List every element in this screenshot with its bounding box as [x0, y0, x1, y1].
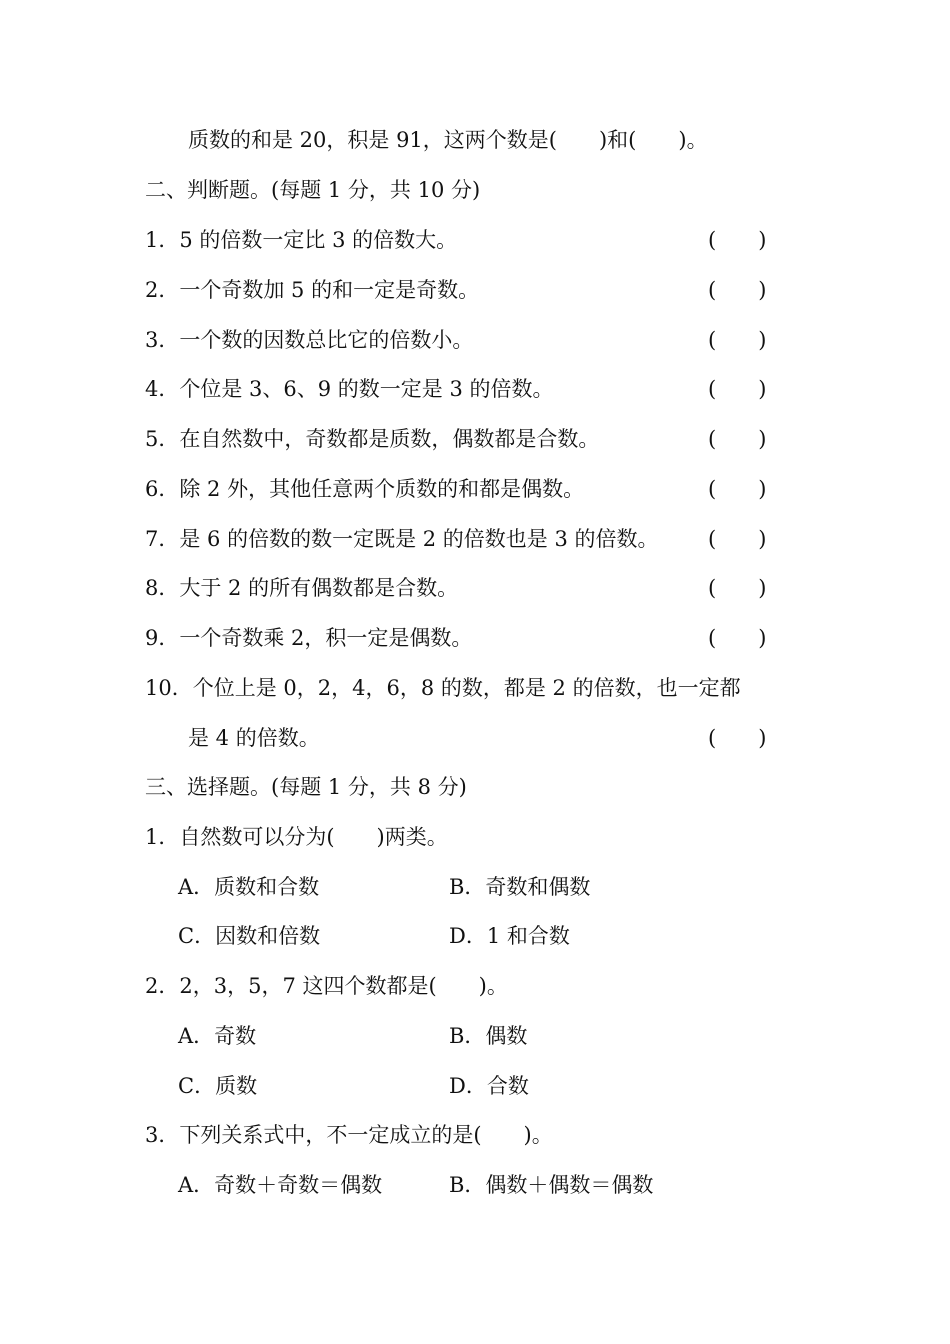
fill-question-tail: 质数的和是 20，积是 91，这两个数是( )和( )。	[188, 128, 708, 152]
choice-option[interactable]: B．偶数＋偶数＝偶数	[449, 1173, 654, 1197]
choice-option[interactable]: A．奇数	[178, 1024, 257, 1048]
judge-answer-paren[interactable]: ( )	[708, 626, 767, 650]
choice-option[interactable]: B．奇数和偶数	[449, 875, 591, 899]
judge-answer-paren[interactable]: ( )	[708, 427, 767, 451]
judge-section-heading: 二、判断题。(每题 1 分，共 10 分)	[145, 178, 481, 202]
judge-item: 1．5 的倍数一定比 3 的倍数大。	[145, 228, 458, 252]
judge-answer-paren[interactable]: ( )	[708, 576, 767, 600]
choice-question-stem: 1．自然数可以分为( )两类。	[145, 825, 448, 849]
judge-item-continuation: 是 4 的倍数。	[188, 726, 320, 750]
judge-item: 5．在自然数中，奇数都是质数，偶数都是合数。	[145, 427, 600, 451]
judge-answer-paren[interactable]: ( )	[708, 377, 767, 401]
judge-item: 3．一个数的因数总比它的倍数小。	[145, 328, 474, 352]
judge-answer-paren[interactable]: ( )	[708, 477, 767, 501]
judge-answer-paren[interactable]: ( )	[708, 726, 767, 750]
choice-section-heading: 三、选择题。(每题 1 分，共 8 分)	[145, 775, 467, 799]
judge-item: 8．大于 2 的所有偶数都是合数。	[145, 576, 459, 600]
judge-answer-paren[interactable]: ( )	[708, 228, 767, 252]
judge-answer-paren[interactable]: ( )	[708, 527, 767, 551]
choice-option[interactable]: A．奇数＋奇数＝偶数	[178, 1173, 383, 1197]
choice-option[interactable]: D．合数	[449, 1074, 529, 1098]
judge-item: 4．个位是 3、6、9 的数一定是 3 的倍数。	[145, 377, 554, 401]
choice-option[interactable]: C．因数和倍数	[178, 924, 321, 948]
choice-option[interactable]: D．1 和合数	[449, 924, 570, 948]
judge-answer-paren[interactable]: ( )	[708, 328, 767, 352]
choice-question-stem: 3．下列关系式中，不一定成立的是( )。	[145, 1123, 553, 1147]
judge-item: 10．个位上是 0，2，4，6，8 的数，都是 2 的倍数，也一定都	[145, 676, 741, 700]
judge-item: 7．是 6 的倍数的数一定既是 2 的倍数也是 3 的倍数。	[145, 527, 659, 551]
choice-option[interactable]: C．质数	[178, 1074, 258, 1098]
choice-option[interactable]: A．质数和合数	[178, 875, 320, 899]
judge-item: 6．除 2 外，其他任意两个质数的和都是偶数。	[145, 477, 585, 501]
judge-item: 2．一个奇数加 5 的和一定是奇数。	[145, 278, 480, 302]
choice-question-stem: 2．2，3，5，7 这四个数都是( )。	[145, 974, 508, 998]
choice-option[interactable]: B．偶数	[449, 1024, 528, 1048]
judge-item: 9．一个奇数乘 2，积一定是偶数。	[145, 626, 473, 650]
judge-answer-paren[interactable]: ( )	[708, 278, 767, 302]
